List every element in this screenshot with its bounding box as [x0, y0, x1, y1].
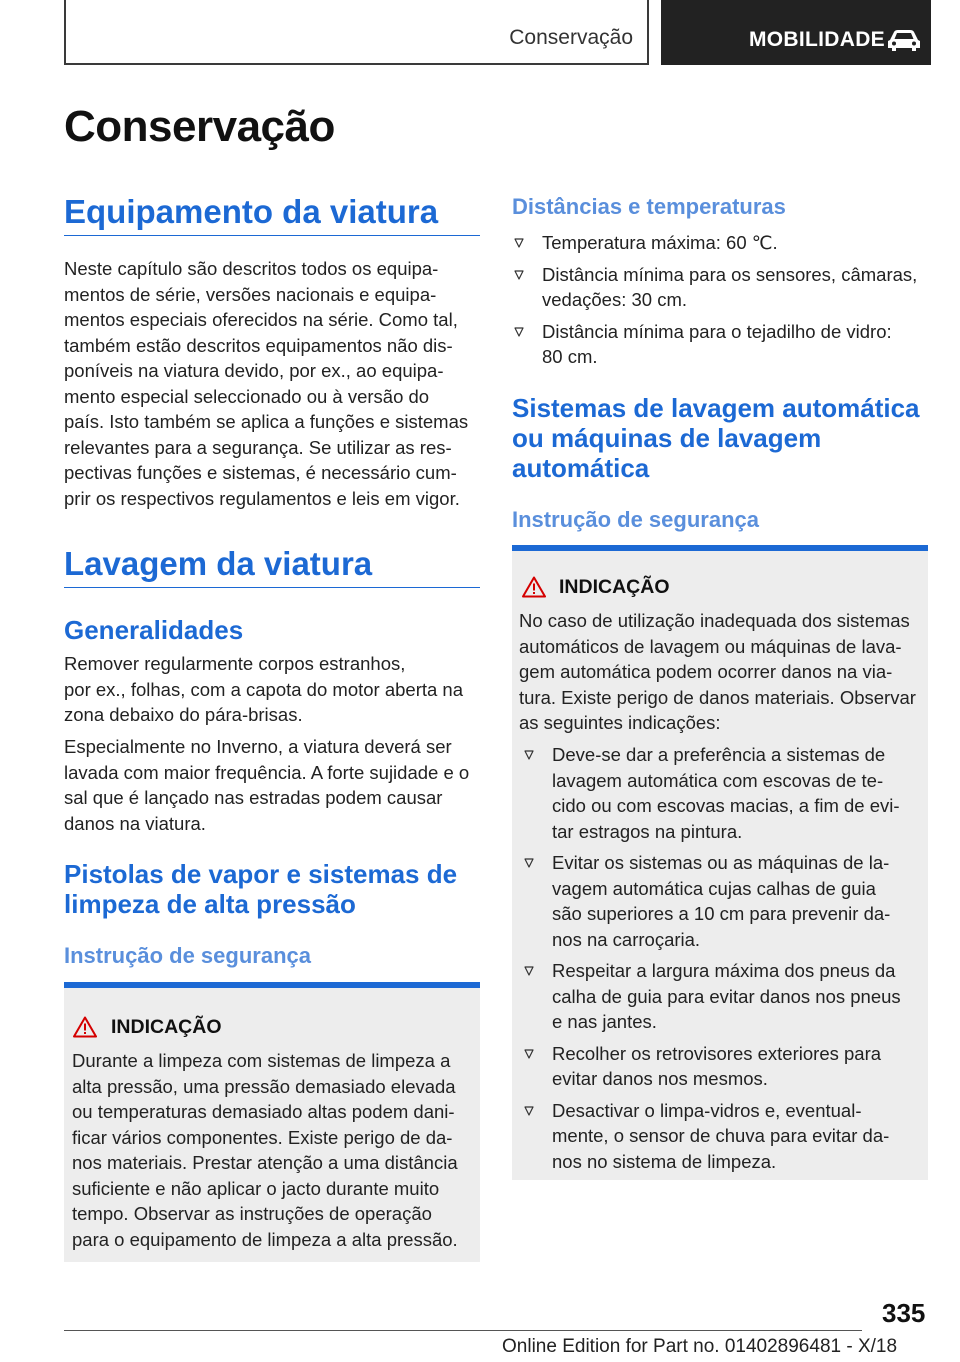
notice-title: INDICAÇÃO	[111, 1016, 222, 1038]
heading-rule	[64, 235, 480, 236]
list-item-line: cido ou com escovas macias, a fim de evi-	[552, 795, 900, 816]
heading-instrucao-left: Instrução de segurança	[64, 943, 311, 968]
text-line: Remover regularmente corpos estranhos,	[64, 653, 406, 674]
heading-equipamento: Equipamento da viatura	[64, 193, 439, 230]
list-item-line: Deve-se dar a preferência a sistemas de	[552, 744, 886, 765]
heading-lavagem: Lavagem da viatura	[64, 545, 373, 582]
list-item-line: nos no sistema de limpeza.	[552, 1150, 777, 1172]
list-item-line: tar estragos na pintura.	[552, 820, 743, 842]
text-line: para o equipamento de limpeza a alta pressão.	[72, 1228, 458, 1250]
text-line: mento especial seleccionado ou à versão do	[64, 385, 430, 407]
text-line: alta pressão, uma pressão demasiado elevada	[72, 1075, 456, 1097]
text-line: mentos de série, versões nacionais e equipa-	[64, 283, 437, 305]
text-line: país. Isto também se aplica a funções e sistemas	[64, 411, 469, 432]
footer-edition: Online Edition for Part no. 01402896481 - X/18	[502, 1336, 898, 1357]
text-line: sal que é lançado nas estradas podem causar	[64, 787, 443, 808]
text-line: poníveis na viatura devido, por ex., ao equipa-	[64, 360, 444, 381]
text-line: zona debaixo do pára-brisas.	[64, 704, 303, 725]
list-item-line: Respeitar a largura máxima dos pneus da	[552, 960, 896, 981]
car-icon	[886, 28, 922, 52]
equipamento-paragraph	[64, 256, 484, 511]
list-item	[522, 958, 922, 1035]
list-item-line: Evitar os sistemas ou as máquinas de la-	[552, 852, 890, 873]
text-line: também estão descritos equipamentos não dis-	[64, 334, 453, 356]
warning-icon	[73, 1016, 97, 1038]
list-item-line: são superiores a 10 cm para prevenir da-	[552, 903, 891, 924]
text-line: Especialmente no Inverno, a viatura deverá ser	[64, 736, 452, 757]
list-item	[522, 742, 922, 844]
text-line: danos na viatura.	[64, 812, 206, 834]
list-item-line: Distância mínima para os sensores, câmaras,	[542, 263, 918, 285]
text-line: Durante a limpeza com sistemas de limpeza a	[72, 1050, 451, 1071]
heading-rule	[64, 587, 480, 588]
heading-line: automática	[512, 453, 650, 483]
text-line: gem automática podem ocorrer danos na via-	[519, 661, 893, 682]
text-line: relevantes para a segurança. Se utilizar as res-	[64, 436, 452, 458]
list-item	[512, 262, 928, 313]
heading-sistemas	[512, 393, 932, 483]
page-title: Conservação	[64, 102, 335, 151]
notice-text	[72, 1048, 477, 1252]
list-item-line: Desactivar o limpa-vidros e, eventual-	[552, 1099, 862, 1121]
text-line: Neste capítulo são descritos todos os equipa-	[64, 258, 439, 279]
notice-box-right	[512, 545, 928, 1180]
list-item-line: calha de guia para evitar danos nos pneus	[552, 985, 901, 1007]
heading-line: Sistemas de lavagem automática	[512, 393, 920, 423]
notice-box-left	[64, 982, 480, 1262]
text-line: No caso de utilização inadequada dos sistemas	[519, 610, 910, 631]
header-section-title: Conservação	[509, 26, 633, 49]
generalidades-paragraph-1	[64, 651, 484, 728]
list-item	[512, 230, 928, 256]
page-number: 335	[882, 1298, 926, 1328]
text-line: ou temperaturas demasiado altas podem dani-	[72, 1101, 455, 1122]
header-section-box	[64, 0, 649, 65]
text-line: prir os respectivos regulamentos e leis em vigor.	[64, 487, 460, 509]
notice-list	[522, 742, 922, 1180]
list-item	[522, 850, 922, 952]
list-item	[522, 1098, 922, 1175]
list-item-line: nos na carroçaria.	[552, 928, 701, 950]
list-item	[512, 319, 928, 370]
bullet-triangle-icon	[524, 966, 534, 976]
heading-line: Pistolas de vapor e sistemas de	[64, 859, 458, 889]
heading-generalidades: Generalidades	[64, 615, 244, 645]
header-tab-label: MOBILIDADE	[749, 28, 885, 51]
list-item-line: mente, o sensor de chuva para evitar da-	[552, 1125, 890, 1146]
text-line: por ex., folhas, com a capota do motor aberta na	[64, 678, 464, 700]
footer-rule	[64, 1330, 862, 1331]
text-line: nos materiais. Prestar atenção a uma distância	[72, 1152, 458, 1173]
heading-line: ou máquinas de lavagem	[512, 423, 822, 453]
text-line: lavada com maior frequência. A forte sujidade e o	[64, 761, 470, 783]
list-item	[522, 1041, 922, 1092]
bullet-triangle-icon	[514, 327, 524, 337]
text-line: as seguintes indicações:	[519, 712, 721, 733]
distancias-list	[512, 230, 928, 376]
text-line: tempo. Observar as instruções de operação	[72, 1203, 432, 1224]
warning-icon	[522, 576, 546, 598]
list-item-line: Distância mínima para o tejadilho de vidro:	[542, 320, 892, 342]
list-item-line: evitar danos nos mesmos.	[552, 1068, 768, 1089]
heading-distancias: Distâncias e temperaturas	[512, 194, 786, 219]
header-tab-mobilidade[interactable]	[661, 0, 931, 65]
bullet-triangle-icon	[524, 1049, 534, 1059]
bullet-triangle-icon	[524, 1106, 534, 1116]
text-line: automáticos de lavagem ou máquinas de lava-	[519, 635, 902, 657]
text-line: tura. Existe perigo de danos materiais. Observar	[519, 686, 916, 708]
text-line: pectivas funções e sistemas, é necessário cum-	[64, 462, 457, 483]
heading-pistolas	[64, 859, 484, 919]
text-line: suficiente e não aplicar o jacto durante muito	[72, 1177, 440, 1199]
list-item-line: Temperatura máxima: 60 ℃.	[542, 232, 778, 253]
list-item-line: e nas jantes.	[552, 1011, 657, 1032]
notice-text	[519, 608, 929, 736]
list-item-line: lavagem automática com escovas de te-	[552, 769, 884, 791]
bullet-triangle-icon	[514, 270, 524, 280]
list-item-line: Recolher os retrovisores exteriores para	[552, 1042, 882, 1064]
bullet-triangle-icon	[524, 750, 534, 760]
list-item-line: vedações: 30 cm.	[542, 289, 687, 310]
bullet-triangle-icon	[524, 858, 534, 868]
notice-title: INDICAÇÃO	[559, 576, 670, 598]
list-item-line: vagem automática cujas calhas de guia	[552, 877, 876, 899]
heading-instrucao-right: Instrução de segurança	[512, 507, 759, 532]
bullet-triangle-icon	[514, 238, 524, 248]
heading-line: limpeza de alta pressão	[64, 889, 356, 919]
generalidades-paragraph-2	[64, 734, 484, 836]
text-line: ficar vários componentes. Existe perigo de da-	[72, 1126, 453, 1148]
text-line: mentos especiais oferecidos na série. Como tal,	[64, 309, 458, 330]
list-item-line: 80 cm.	[542, 346, 598, 367]
